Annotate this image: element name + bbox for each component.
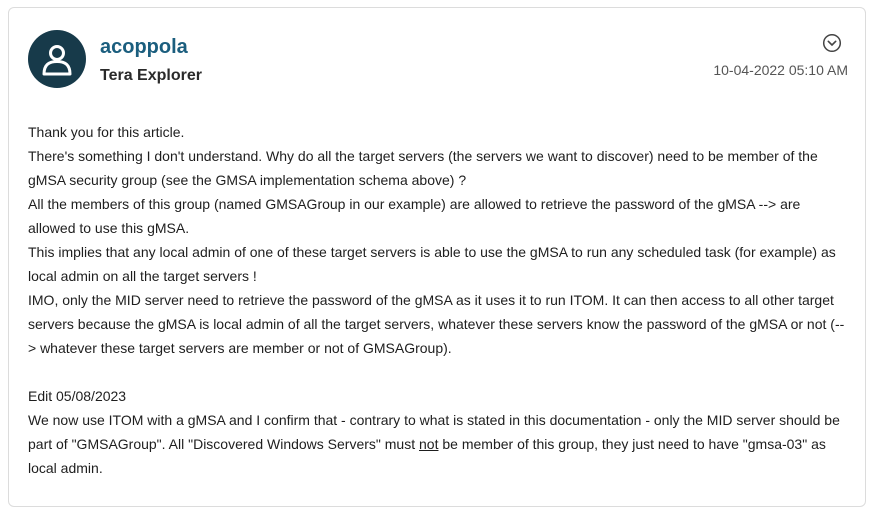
- person-icon: [40, 42, 74, 76]
- post-body: [28, 120, 848, 480]
- post-paragraph: IMO, only the MID server need to retrieve the password of the gMSA as it uses it to run ITOM. It can then access to all other target servers because the gMSA is local admin of all the target servers, whatever these servers know the password of the gMSA or not (--> whatever these target servers are member or not of GMSAGroup).: [28, 292, 845, 356]
- user-avatar-icon[interactable]: [28, 30, 86, 88]
- chevron-down-circle-icon[interactable]: [822, 33, 842, 53]
- paragraph-spacer: [28, 360, 848, 384]
- post-paragraph: This implies that any local admin of one of these target servers is able to use the gMSA to run any scheduled task (for example) as local admin on all the target servers !: [28, 244, 836, 284]
- edit-heading: Edit 05/08/2023: [28, 388, 127, 404]
- post-paragraph: There's something I don't understand. Why do all the target servers (the servers we want to discover) need to be member of the gMSA security group (see the GMSA implementation schema above) ?: [28, 148, 818, 188]
- post-paragraph-edit: [28, 408, 848, 480]
- post-timestamp: 10-04-2022 05:10 AM: [713, 62, 848, 78]
- post-paragraph: Thank you for this article.: [28, 124, 185, 140]
- post-paragraph: All the members of this group (named GMSAGroup in our example) are allowed to retrieve the password of the gMSA --> are allowed to use this gMSA.: [28, 196, 801, 236]
- edit-text-after: be member of this group, they just need to have "gmsa-03" as local admin.: [28, 436, 826, 476]
- underlined-word: not: [419, 436, 439, 452]
- author-name-link[interactable]: acoppola: [100, 36, 188, 58]
- author-rank: Tera Explorer: [100, 67, 202, 84]
- forum-post-card: [8, 7, 866, 507]
- edit-text-before: We now use ITOM with a gMSA and I confirm that - contrary to what is stated in this documentation - only the MID server should be part of "GMSAGroup". All "Discovered Windows Servers" must: [28, 412, 840, 452]
